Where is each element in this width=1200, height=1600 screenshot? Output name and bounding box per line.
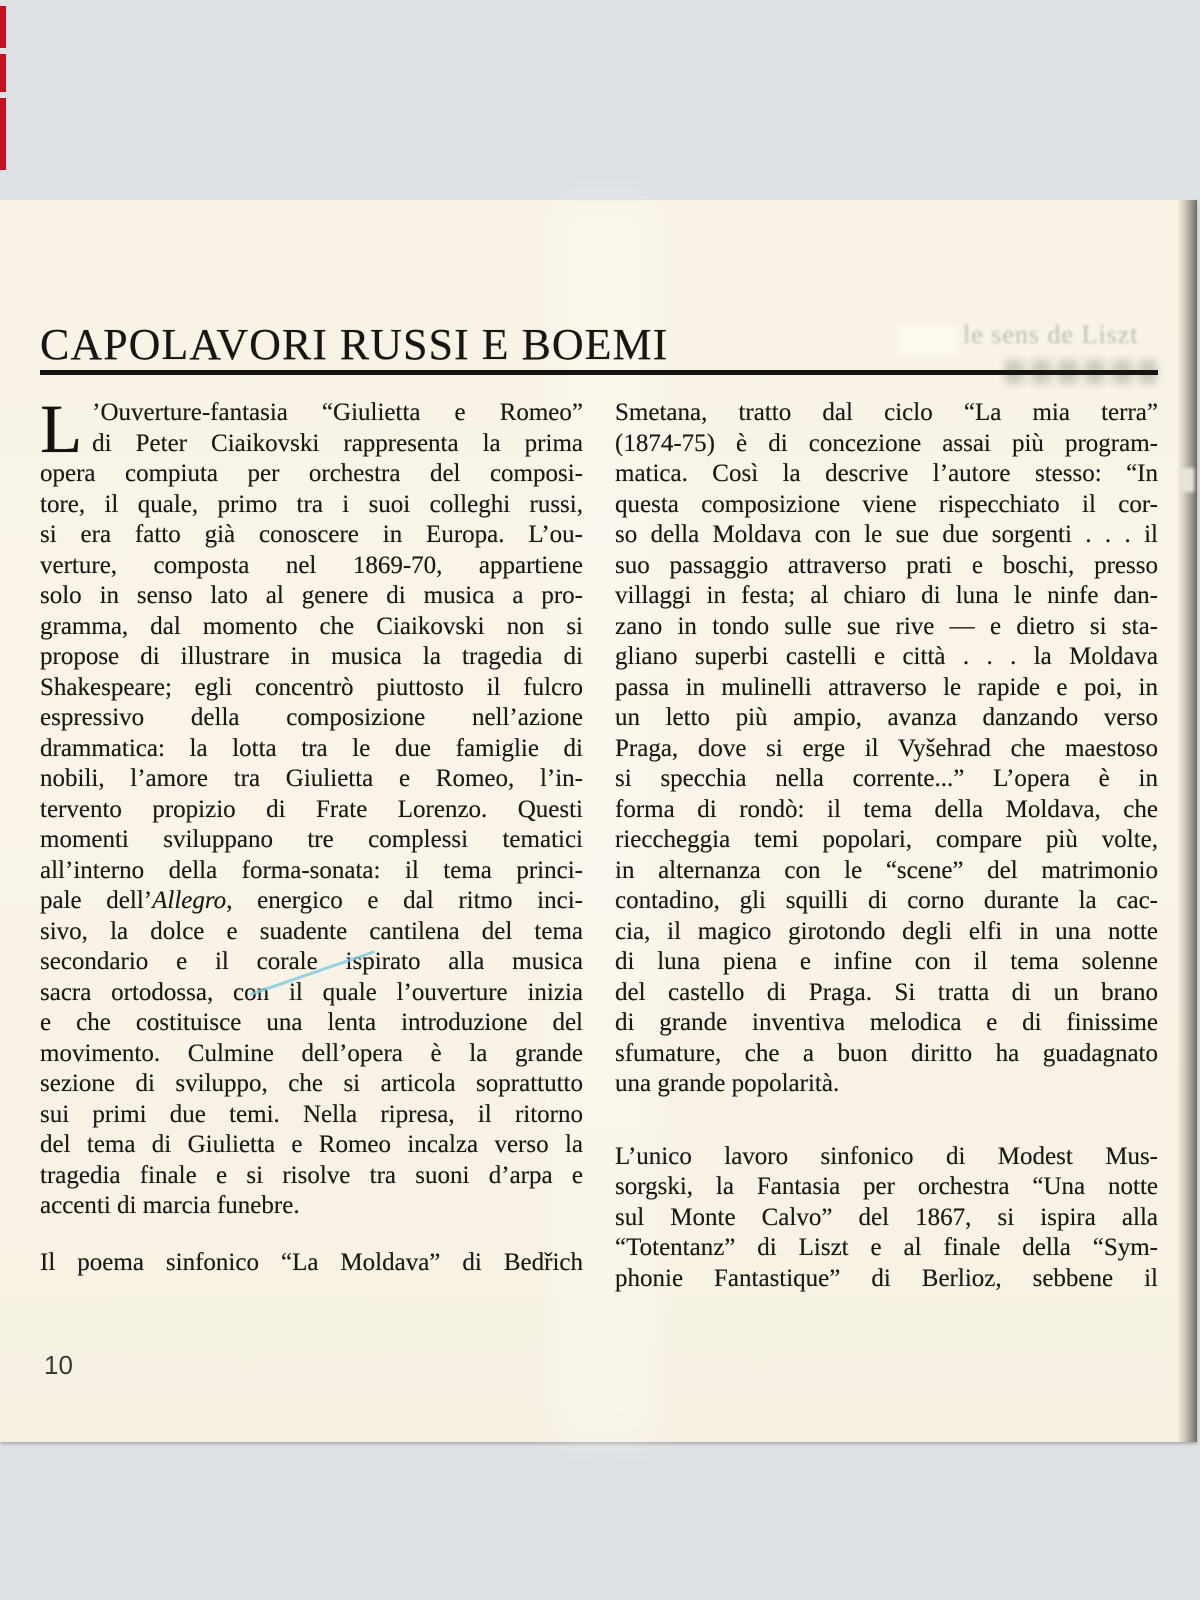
text-line: in alternanza con le “scene” del matrimonio	[615, 856, 1158, 884]
paragraph-left-2	[40, 1248, 583, 1279]
text-line: si era fatto già conoscere in Europa. L’ou-	[40, 521, 583, 548]
text-columns	[40, 391, 1158, 1294]
paragraph-right-2	[615, 1142, 1158, 1295]
red-edge-mark	[0, 6, 6, 48]
title-rule	[40, 370, 1158, 375]
text-line: rieccheggia temi popolari, compare più volte,	[615, 826, 1158, 853]
text-line: sfumature, che a buon diritto ha guadagnato	[615, 1039, 1158, 1067]
text-line: villaggi in festa; al chiaro di luna le ninfe dan-	[615, 582, 1158, 609]
column-right	[615, 398, 1158, 1294]
text-line: matica. Così la descrive l’autore stesso: “In	[615, 460, 1158, 487]
text-line: pale dell’Allegro, energico e dal ritmo inci-	[40, 887, 583, 914]
text-line: gliano superbi castelli e città . . . la Moldava	[615, 643, 1158, 670]
text-line: movimento. Culmine dell’opera è la grande	[40, 1039, 583, 1067]
text-line: sezione di sviluppo, che si articola soprattutto	[40, 1070, 583, 1097]
red-edge-mark	[0, 98, 6, 170]
paragraph-left-1	[40, 391, 583, 1222]
text-line: L’unico lavoro sinfonico di Modest Mus-	[615, 1142, 1158, 1170]
red-edge-mark	[0, 54, 6, 92]
text-line: si specchia nella corrente...” L’opera è in	[615, 765, 1158, 792]
text-line: e che costituisce una lenta introduzione del	[40, 1009, 583, 1036]
text-line: Smetana, tratto dal ciclo “La mia terra”	[615, 399, 1158, 426]
text-line: Il poema sinfonico “La Moldava” di Bedřich	[40, 1248, 583, 1276]
text-line: propose di illustrare in musica la tragedia di	[40, 643, 583, 670]
text-line: accenti di marcia funebre.	[40, 1192, 300, 1219]
text-line: suo passaggio attraverso prati e boschi, presso	[615, 551, 1158, 579]
text-line: una grande popolarità.	[615, 1070, 840, 1097]
text-line: gramma, dal momento che Ciaikovski non si	[40, 612, 583, 640]
text-line: solo in senso lato al genere di musica a pro-	[40, 582, 583, 609]
text-line: sacra ortodossa, con il quale l’ouverture inizia	[40, 978, 583, 1006]
paragraph-right-1	[615, 398, 1158, 1100]
text-line: forma di rondò: il tema della Moldava, che	[615, 795, 1158, 823]
text-line: tragedia finale e si risolve tra suoni d’arpa e	[40, 1161, 583, 1189]
paper-smudge	[898, 328, 956, 354]
text-line: opera compiuta per orchestra del composi-	[40, 460, 583, 487]
text-line: so della Moldava con le sue due sorgenti . . . il	[615, 521, 1158, 548]
column-left	[40, 391, 583, 1294]
text-line: questa composizione viene rispecchiato il cor-	[615, 490, 1158, 518]
text-line: “Totentanz” di Liszt e al finale della “Sym-	[615, 1234, 1158, 1261]
page-edge-notch	[1180, 468, 1194, 492]
text-line: sorgski, la Fantasia per orchestra “Una notte	[615, 1173, 1158, 1200]
text-line: sul Monte Calvo” del 1867, si ispira alla	[615, 1203, 1158, 1231]
text-line: espressivo della composizione nell’azione	[40, 704, 583, 731]
text-line: momenti sviluppano tre complessi tematici	[40, 826, 583, 853]
page-number: 10	[44, 1350, 73, 1380]
text-line: Praga, dove si erge il Vyšehrad che maestoso	[615, 734, 1158, 762]
text-line: tore, il quale, primo tra i suoi colleghi russi,	[40, 490, 583, 518]
text-line: di Peter Ciaikovski rappresenta la prima	[92, 429, 583, 457]
text-line: phonie Fantastique” di Berlioz, sebbene il	[615, 1264, 1158, 1292]
ghost-showthrough-text: le sens de Liszt	[963, 320, 1139, 349]
page-title: CAPOLAVORI RUSSI E BOEMI	[40, 320, 669, 369]
drop-cap: L	[40, 391, 83, 467]
text-line: contadino, gli squilli di corno durante la cac-	[615, 887, 1158, 914]
text-line: sivo, la dolce e suadente cantilena del tema	[40, 917, 583, 945]
text-line: zano in tondo sulle sue rive — e dietro si sta-	[615, 612, 1158, 640]
text-line: cia, il magico girotondo degli elfi in una notte	[615, 917, 1158, 945]
text-line: ’Ouverture-fantasia “Giulietta e Romeo”	[92, 399, 583, 426]
text-line: di luna piena e infine con il tema solenne	[615, 948, 1158, 975]
text-line: secondario e il corale ispirato alla musica	[40, 948, 583, 975]
text-line: del tema di Giulietta e Romeo incalza verso la	[40, 1131, 583, 1158]
page-binding-edge	[1177, 200, 1197, 1442]
text-line: un letto più ampio, avanza danzando verso	[615, 704, 1158, 731]
text-line: nobili, l’amore tra Giulietta e Romeo, l’in-	[40, 765, 583, 792]
text-line: del castello di Praga. Si tratta di un brano	[615, 978, 1158, 1006]
text-line: (1874-75) è di concezione assai più program-	[615, 429, 1158, 457]
text-line: all’interno della forma-sonata: il tema princi-	[40, 856, 583, 884]
text-line: Shakespeare; egli concentrò piuttosto il fulcro	[40, 673, 583, 701]
text-line: di grande inventiva melodica e di finissime	[615, 1009, 1158, 1036]
text-line: drammatica: la lotta tra le due famiglie di	[40, 734, 583, 762]
text-line: passa in mulinelli attraverso le rapide e poi, in	[615, 673, 1158, 701]
text-line: tervento propizio di Frate Lorenzo. Questi	[40, 795, 583, 823]
text-line: sui primi due temi. Nella ripresa, il ritorno	[40, 1100, 583, 1128]
text-line: verture, composta nel 1869-70, appartiene	[40, 551, 583, 579]
